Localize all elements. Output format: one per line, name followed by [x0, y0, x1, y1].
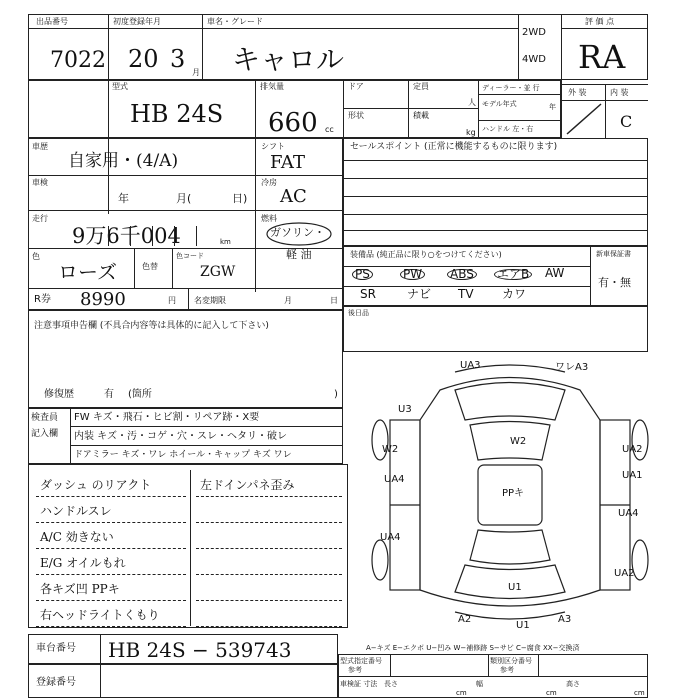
inspection-label: 車検 [32, 178, 48, 187]
drive-4wd: 4WD [522, 54, 546, 65]
color-code-label: 色コード [176, 252, 204, 260]
cert-ref-1: 参考 [348, 666, 362, 674]
warranty-value: 有・無 [598, 276, 631, 289]
damage-mark: U3 [398, 404, 412, 415]
damage-mark: UA4 [618, 508, 639, 519]
displacement: 660 [268, 108, 318, 138]
inspector-fw: FW キズ・飛石・ヒビ割・リペア跡・X要 [74, 412, 260, 423]
notes-label: 注意事項申告欄 (不具合内容等は具体的に記入して下さい) [34, 321, 269, 331]
fuel-gasoline: ガソリン・ [270, 226, 325, 239]
sales-point-label: セールスポイント (正常に機能するものに限ります) [350, 142, 558, 152]
model: HB 24S [130, 100, 224, 128]
inspection-year: 年 [118, 192, 129, 205]
displacement-unit: cc [325, 125, 334, 134]
equipment-item: ナビ [407, 287, 432, 301]
capacity-label: 定員 [413, 82, 429, 91]
cert-label-1: 型式指定番号 [340, 657, 382, 665]
width-cm: cm [546, 689, 557, 697]
name-change-day: 日 [330, 296, 338, 305]
damage-mark: UA4 [380, 532, 401, 543]
ac: AC [280, 186, 307, 207]
damage-mark: UA1 [622, 470, 643, 481]
first-reg-label: 初度登録年月 [113, 17, 161, 26]
shape-label: 形状 [348, 111, 364, 120]
inspector-mirror: ドアミラー キズ・ワレ ホイール・キャップ キズ ワレ [74, 450, 292, 460]
year-unit: 年 [549, 103, 556, 111]
exterior-label: 外 装 [568, 88, 587, 97]
load-unit: kg [466, 128, 476, 137]
repair-close: ) [334, 389, 338, 400]
door-label: ドア [348, 82, 364, 91]
rear-item-section [343, 306, 648, 352]
lot-no-label: 出品番号 [36, 17, 68, 26]
inspector-label-2: 記入欄 [31, 429, 59, 439]
damage-mark: A2 [458, 614, 472, 625]
color-code: ZGW [200, 264, 236, 280]
equipment-item: エアB [494, 269, 532, 280]
equipment-item: AW [545, 266, 565, 280]
handwritten-note: 右ヘッドライトくもり [40, 608, 160, 622]
height-cm: cm [634, 689, 645, 697]
repair-label: 修復歴 [44, 389, 74, 400]
repair-location: (箇所 [128, 389, 152, 400]
chassis-label: 車台番号 [36, 643, 76, 654]
name-grade-label: 車名・グレード [207, 17, 263, 26]
dealer-label: ディーラー・並 行 [482, 84, 540, 92]
displacement-label: 排気量 [260, 82, 284, 91]
handwritten-note: ハンドルスレ [40, 504, 112, 518]
width-label: 幅 [476, 680, 483, 688]
damage-mark: PPキ [502, 488, 525, 499]
damage-mark: U1 [516, 620, 530, 630]
recycle: 8990 [80, 289, 126, 310]
size-label: 車検証 寸法 [340, 680, 378, 688]
handwritten-note: E/G オイルもれ [40, 556, 126, 570]
gasoline-circle [264, 220, 334, 248]
equipment-item: カワ [502, 287, 527, 301]
equipment-item: TV [458, 287, 474, 301]
model-label: 型式 [112, 82, 128, 91]
load-label: 積載 [413, 111, 429, 120]
drive-2wd: 2WD [522, 27, 546, 38]
name-grade: キャロル [232, 43, 345, 76]
inspector-label-1: 検査員 [31, 413, 59, 423]
damage-mark: U1 [508, 582, 522, 593]
handwritten-note: A/C 効きない [40, 530, 114, 544]
exterior-slash [561, 100, 605, 138]
fuel-diesel: 軽 油 [286, 248, 312, 261]
equipment-label: 装備品 (純正品に限り○をつけてください) [350, 250, 502, 259]
damage-mark: UA2 [614, 568, 635, 579]
equipment-item: PW [400, 269, 425, 280]
equipment-item: PS [352, 269, 373, 280]
inspection-day: 日) [232, 192, 248, 205]
inspection-month: 月( [176, 192, 192, 205]
handle-label: ハンドル 左・右 [482, 125, 534, 133]
length-label: 長さ [384, 680, 398, 688]
score: RA [578, 38, 626, 76]
height-label: 高さ [566, 680, 580, 688]
damage-mark: W2 [510, 436, 527, 447]
category-label: 車歴 [32, 142, 48, 151]
mileage-unit: km [220, 238, 231, 246]
warranty-label: 新車保証書 [596, 250, 631, 258]
damage-mark: UA3 [460, 360, 481, 371]
color: ローズ [58, 260, 117, 284]
name-change-month: 月 [284, 296, 292, 305]
category: 自家用・(4/A) [68, 151, 179, 171]
repair-value: 有 [104, 389, 114, 400]
handwritten-note: ダッシュ のリアクト [40, 478, 152, 492]
mileage: 9万6千004 [72, 224, 181, 248]
length-cm: cm [456, 689, 467, 697]
lot-no: 7022 [50, 48, 106, 73]
equipment-item: ABS [447, 269, 477, 280]
color-label: 色 [32, 252, 40, 261]
capacity-unit: 人 [468, 98, 476, 107]
name-change-label: 名変期限 [194, 296, 226, 305]
cert-label-2: 類別区分番号 [490, 657, 532, 665]
damage-mark: A3 [558, 614, 572, 625]
cert-ref-2: 参考 [500, 666, 514, 674]
equipment-item: SR [360, 287, 376, 301]
mileage-label: 走行 [32, 214, 48, 223]
handwritten-note: 各キズ凹 PPキ [40, 582, 120, 596]
damage-mark: UA4 [384, 474, 405, 485]
reg-label: 登録番号 [36, 677, 76, 688]
chassis: HB 24S − 539743 [108, 638, 292, 662]
first-reg-month-unit: 月 [192, 68, 200, 77]
damage-mark: UA2 [622, 444, 643, 455]
color-change-label: 色替 [142, 262, 158, 271]
interior-score: C [620, 112, 633, 131]
recycle-unit: 円 [168, 296, 176, 305]
interior-label: 内 装 [610, 88, 629, 97]
shift: FAT [270, 152, 305, 173]
shift-label: シフト [261, 142, 285, 151]
fuel-label: 燃料 [261, 214, 277, 223]
ac-label: 冷房 [261, 178, 277, 187]
damage-legend: A−キズ E−エクボ U−凹み W−補修跡 S−サビ C−腐食 XX−交換済 [366, 644, 580, 652]
recycle-label: R券 [34, 294, 51, 305]
rear-seat-label: 後日品 [348, 309, 369, 317]
inspector-interior: 内装 キズ・汚・コゲ・穴・スレ・ヘタリ・破レ [74, 431, 287, 442]
handwritten-note: 左ドインパネ歪み [200, 478, 295, 492]
first-reg-year: 20 [128, 45, 159, 73]
damage-mark: W2 [382, 444, 399, 455]
score-label: 評 価 点 [585, 17, 615, 26]
damage-mark: ワレA3 [555, 362, 589, 373]
model-year-label: モデル年式 [482, 100, 517, 108]
car-diagram [360, 360, 660, 630]
first-reg-month: 3 [170, 45, 186, 73]
